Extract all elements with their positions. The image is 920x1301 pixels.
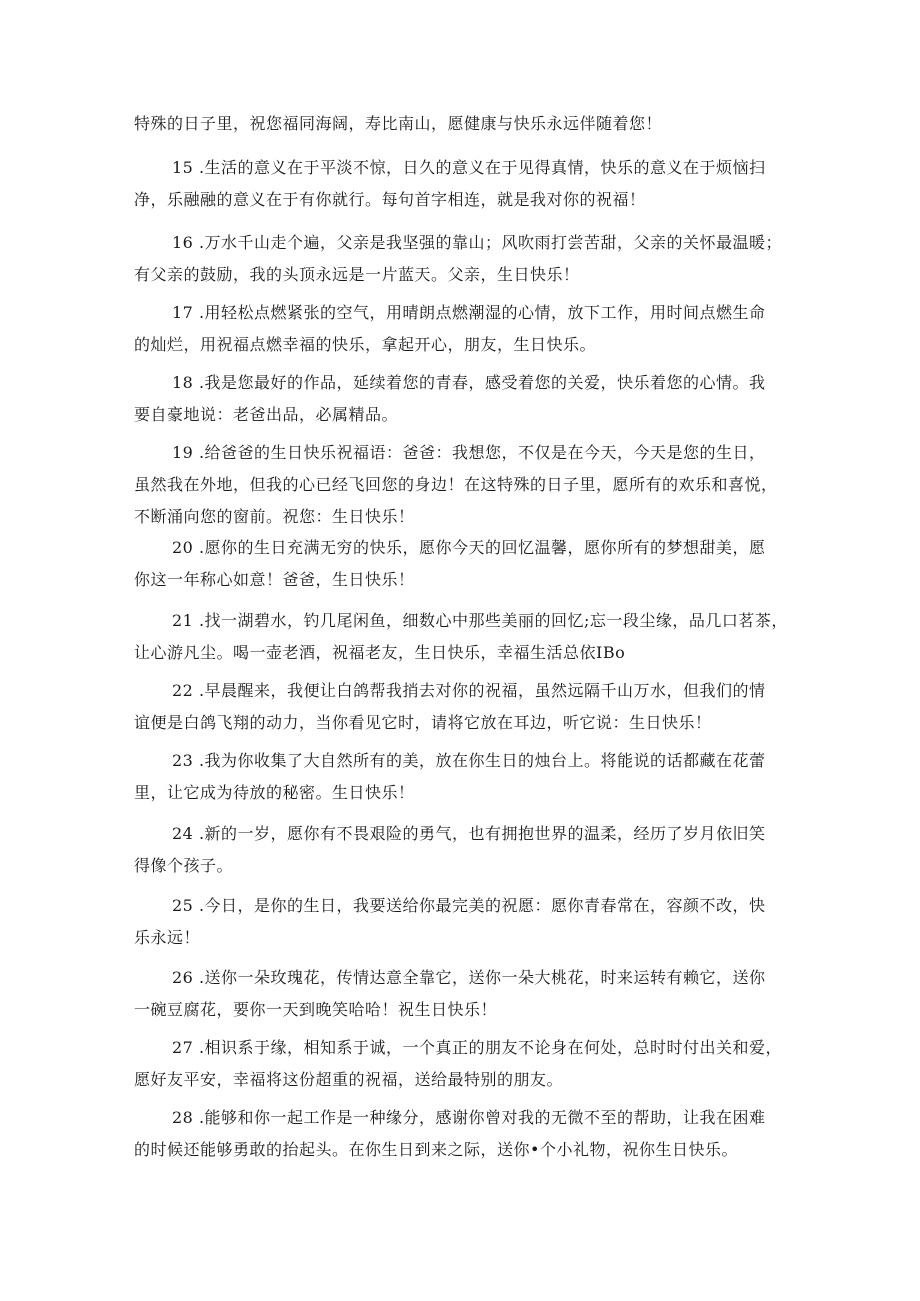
paragraph-line: [134, 922, 794, 954]
paragraph-line: [134, 367, 794, 399]
paragraph-text: 有父亲的鼓励，我的头顶永远是一片蓝天。父亲，生日快乐！: [134, 265, 580, 284]
paragraph-text: 24 .新的一岁，愿你有不畏艰险的勇气，也有拥抱世界的温柔，经历了岁月依旧笑: [172, 824, 766, 843]
paragraph-line: [134, 890, 794, 922]
paragraph-text: 里，让它成为待放的秘密。生日快乐！: [134, 783, 415, 802]
paragraph: [134, 437, 794, 533]
paragraph-text: 23 .我为你收集了大自然所有的美，放在你生日的烛台上。将能说的话都藏在花蕾: [172, 751, 766, 770]
paragraph: [134, 367, 794, 431]
paragraph: [134, 890, 794, 954]
paragraph-line: [134, 850, 794, 882]
paragraph: [134, 605, 794, 669]
paragraph-line: [134, 994, 794, 1026]
paragraph-line: [134, 399, 794, 431]
paragraph-line: [134, 227, 794, 259]
paragraph-text: 一碗豆腐花，要你一天到晚笑哈哈！祝生日快乐！: [134, 1000, 498, 1019]
paragraph: [134, 108, 794, 140]
paragraph: [134, 1032, 794, 1096]
paragraph-line: [134, 637, 794, 669]
paragraph-text: 26 .送你一朵玫瑰花，传情达意全靠它，送你一朵大桃花，时来运转有赖它，送你: [172, 968, 766, 987]
paragraph: [134, 675, 794, 739]
paragraph: [134, 745, 794, 809]
paragraph: [134, 818, 794, 882]
paragraph-line: [134, 532, 794, 564]
paragraph-text: 17 .用轻松点燃紧张的空气，用晴朗点燃潮湿的心情，放下工作，用时间点燃生命: [172, 303, 766, 322]
paragraph-line: [134, 1064, 794, 1096]
paragraph-line: [134, 605, 794, 637]
paragraph: [134, 227, 794, 291]
paragraph-line: [134, 1032, 794, 1064]
paragraph-line: [134, 259, 794, 291]
paragraph-line: [134, 184, 794, 216]
paragraph-text: 18 .我是您最好的作品，延续着您的青春，感受着您的关爱，快乐着您的心情。我: [172, 373, 766, 392]
paragraph-text: 愿好友平安，幸福将这份超重的祝福，送给最特别的朋友。: [134, 1070, 564, 1089]
paragraph: [134, 297, 794, 361]
paragraph-text: 不断涌向您的窗前。祝您：生日快乐！: [134, 507, 415, 526]
paragraph-line: [134, 745, 794, 777]
paragraph-text: 20 .愿你的生日充满无穷的快乐，愿你今天的回忆温馨，愿你所有的梦想甜美，愿: [172, 538, 766, 557]
paragraph-text: 净，乐融融的意义在于有你就行。每句首字相连，就是我对你的祝福！: [134, 190, 646, 209]
paragraph-text: 让心游凡尘。喝一壶老酒，祝福老友，生日快乐，幸福生活总依IBo: [134, 643, 626, 662]
paragraph: [134, 152, 794, 216]
paragraph-text: 的灿烂，用祝福点燃幸福的快乐，拿起开心，朋友，生日快乐。: [134, 335, 597, 354]
paragraph: [134, 962, 794, 1026]
paragraph-line: [134, 297, 794, 329]
paragraph-text: 19 .给爸爸的生日快乐祝福语：爸爸：我想您，不仅是在今天，今天是您的生日，: [172, 443, 766, 462]
paragraph-line: [134, 501, 794, 533]
paragraph-text: 特殊的日子里，祝您福同海阔，寿比南山，愿健康与快乐永远伴随着您！: [134, 114, 663, 133]
paragraph-line: [134, 564, 794, 596]
paragraph-line: [134, 437, 794, 469]
paragraph-line: [134, 675, 794, 707]
paragraph-text: 乐永远！: [134, 928, 201, 947]
paragraph-text: 22 .早晨醒来，我便让白鸽帮我捎去对你的祝福，虽然远隔千山万水，但我们的情: [172, 681, 766, 700]
paragraph-text: 的时候还能够勇敢的抬起头。在你生日到来之际，送你•个小礼物，祝你生日快乐。: [134, 1140, 738, 1159]
paragraph-text: 28 .能够和你一起工作是一种缘分，感谢你曾对我的无微不至的帮助，让我在困难: [172, 1108, 766, 1127]
paragraph: [134, 1102, 794, 1166]
paragraph-line: [134, 777, 794, 809]
paragraph-line: [134, 152, 794, 184]
paragraph-line: [134, 707, 794, 739]
paragraph-text: 要自豪地说：老爸出品，必属精品。: [134, 405, 399, 424]
paragraph-text: 谊便是白鸽飞翔的动力，当你看见它时，请将它放在耳边，听它说：生日快乐！: [134, 713, 712, 732]
paragraph: [134, 532, 794, 596]
paragraph-line: [134, 1134, 794, 1166]
paragraph-line: [134, 962, 794, 994]
paragraph-line: [134, 1102, 794, 1134]
paragraph-text: 21 .找一湖碧水，钓几尾闲鱼，细数心中那些美丽的回忆;忘一段尘缘，品几口茗茶，: [172, 611, 788, 630]
paragraph-text: 16 .万水千山走个遍，父亲是我坚强的靠山；风吹雨打尝苦甜，父亲的关怀最温暖；: [172, 233, 783, 252]
paragraph-text: 27 .相识系于缘，相知系于诚，一个真正的朋友不论身在何处，总时时付出关和爱，: [172, 1038, 783, 1057]
paragraph-line: [134, 108, 794, 140]
paragraph-text: 得像个孩子。: [134, 856, 234, 875]
paragraph-line: [134, 818, 794, 850]
paragraph-text: 25 .今日，是你的生日，我要送给你最完美的祝愿：愿你青春常在，容颜不改，快: [172, 896, 766, 915]
paragraph-text: 你这一年称心如意！爸爸，生日快乐！: [134, 570, 415, 589]
paragraph-text: 15 .生活的意义在于平淡不惊，日久的意义在于见得真情，快乐的意义在于烦恼扫: [172, 158, 766, 177]
paragraph-text: 虽然我在外地，但我的心已经飞回您的身边！在这特殊的日子里，愿所有的欢乐和喜悦，: [134, 475, 778, 494]
paragraph-line: [134, 469, 794, 501]
paragraph-line: [134, 329, 794, 361]
